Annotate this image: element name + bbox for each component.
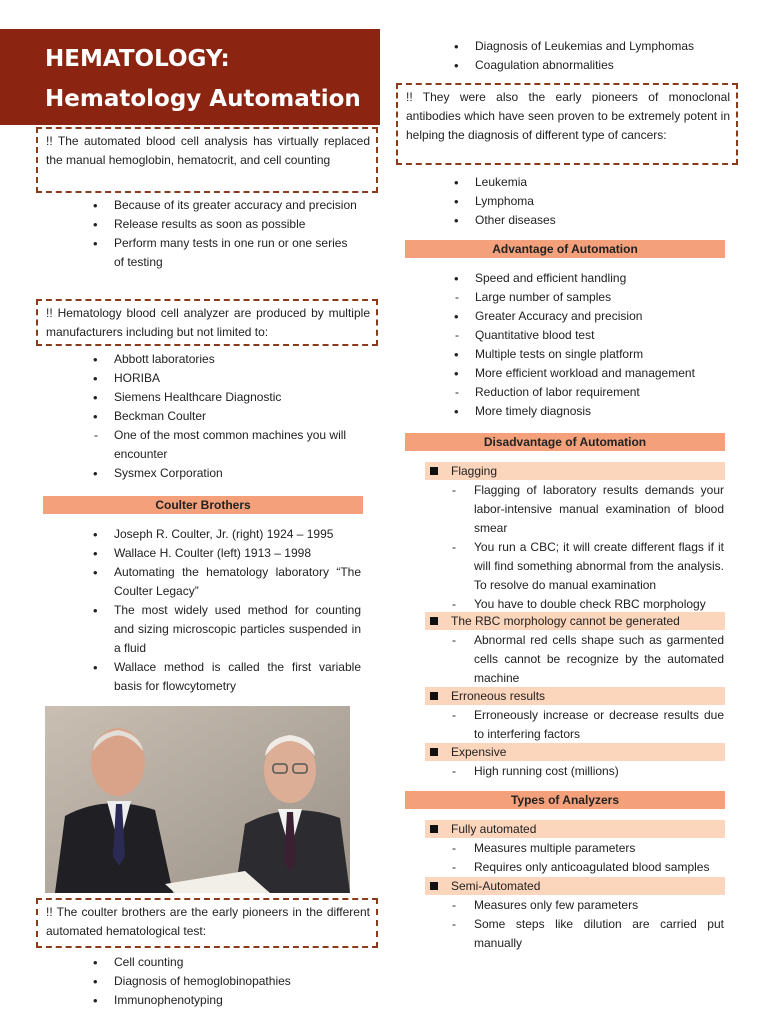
list-item: • Wallace H. Coulter (left) 1913 – 1998 [88,544,361,563]
list-item: • Wallace method is called the first variable basis for flowcytometry [88,658,361,696]
semi-automated-details [450,896,724,953]
fully-automated-row: Fully automated [425,820,725,838]
erroneous-results-row: Erroneous results [425,687,725,705]
list-item: - Large number of samples [449,288,729,307]
note-text: !! The coulter brothers are the early pioneers in the different automated hematological test: [46,905,370,938]
coulter-list [88,525,361,696]
list-item: • Automating the hematology laboratory “The Coulter Legacy” [88,563,361,601]
list-item: • Leukemia [449,173,729,192]
list-item: - Measures only few parameters [450,896,724,915]
coulter-brothers-photo [45,706,350,893]
list-item: • Multiple tests on single platform [449,345,729,364]
list-item: • HORIBA [88,369,360,388]
list-item: • Lymphoma [449,192,729,211]
note-text: !! They were also the early pioneers of monoclonal antibodies which have seen proven to be extremely potent in helping the diagnosis of different type of cancers: [406,90,730,142]
page-subtitle: Hematology Automation [45,86,361,112]
list-item: • Perform many tests in one run or one series of testing [88,234,360,272]
list-item: • Greater Accuracy and precision [449,307,729,326]
list-item: • More efficient workload and management [449,364,729,383]
page-title: HEMATOLOGY: [45,46,230,72]
list-item: - Measures multiple parameters [450,839,724,858]
list-item: • Cell counting [88,953,360,972]
cancer-list [449,173,729,230]
title-banner [0,29,380,125]
list-item: - Requires only anticoagulated blood samples [450,858,724,877]
list-item: • Other diseases [449,211,729,230]
rbc-morphology-row: The RBC morphology cannot be generated [425,612,725,630]
list-item: - Some steps like dilution are carried put manually [450,915,724,953]
manufacturers-list [88,350,360,483]
advantage-heading: Advantage of Automation [405,240,725,258]
note-box-pioneers [36,898,378,948]
list-item: - Reduction of labor requirement [449,383,729,402]
list-item: - You run a CBC; it will create different flags if it will find something abnormal from the analysis. To resolve do manual examination [450,538,724,595]
note-box-manufacturers [36,299,378,346]
flagging-row: Flagging [425,462,725,480]
list-item: - Erroneously increase or decrease results due to interfering factors [450,706,724,744]
rbc-details [450,631,724,688]
semi-automated-row: Semi-Automated [425,877,725,895]
list-item: • More timely diagnosis [449,402,729,421]
automation-reasons-list [88,196,360,272]
list-item: • Immunophenotyping [88,991,360,1010]
list-item: • The most widely used method for counting and sizing microscopic particles suspended in a fluid [88,601,361,658]
list-item: • Release results as soon as possible [88,215,360,234]
expensive-row: Expensive [425,743,725,761]
fully-automated-details [450,839,724,877]
list-item: • Joseph R. Coulter, Jr. (right) 1924 – 1995 [88,525,361,544]
list-item: • Abbott laboratories [88,350,360,369]
disadvantage-heading: Disadvantage of Automation [405,433,725,451]
list-item: • Beckman Coulter [88,407,360,426]
note-box-monoclonal [396,83,738,165]
erroneous-details [450,706,724,744]
note-text: !! The automated blood cell analysis has virtually replaced the manual hemoglobin, hematocrit, and cell counting [46,134,370,167]
coulter-brothers-heading: Coulter Brothers [43,496,363,514]
advantage-list [449,269,729,421]
list-item: • Coagulation abnormalities [449,56,729,75]
list-item: • Speed and efficient handling [449,269,729,288]
list-item: • Because of its greater accuracy and precision [88,196,360,215]
list-item: - You have to double check RBC morphology [450,595,724,614]
list-item: • Siemens Healthcare Diagnostic [88,388,360,407]
list-item: - One of the most common machines you will encounter [88,426,360,464]
list-item: • Sysmex Corporation [88,464,360,483]
list-item: - High running cost (millions) [450,762,724,781]
list-item: - Flagging of laboratory results demands your labor-intensive manual examination of blood smear [450,481,724,538]
list-item: - Abnormal red cells shape such as garmented cells cannot be recognize by the automated machine [450,631,724,688]
note-box-automation [36,127,378,193]
note-text: !! Hematology blood cell analyzer are produced by multiple manufacturers including but not limited to: [46,306,370,339]
list-item: • Diagnosis of hemoglobinopathies [88,972,360,991]
list-item: • Diagnosis of Leukemias and Lymphomas [449,37,729,56]
pioneer-tests-list [88,953,360,1010]
list-item: - Quantitative blood test [449,326,729,345]
expensive-details [450,762,724,781]
pioneer-tests-continued [449,37,729,75]
flagging-details [450,481,724,614]
types-of-analyzers-heading: Types of Analyzers [405,791,725,809]
